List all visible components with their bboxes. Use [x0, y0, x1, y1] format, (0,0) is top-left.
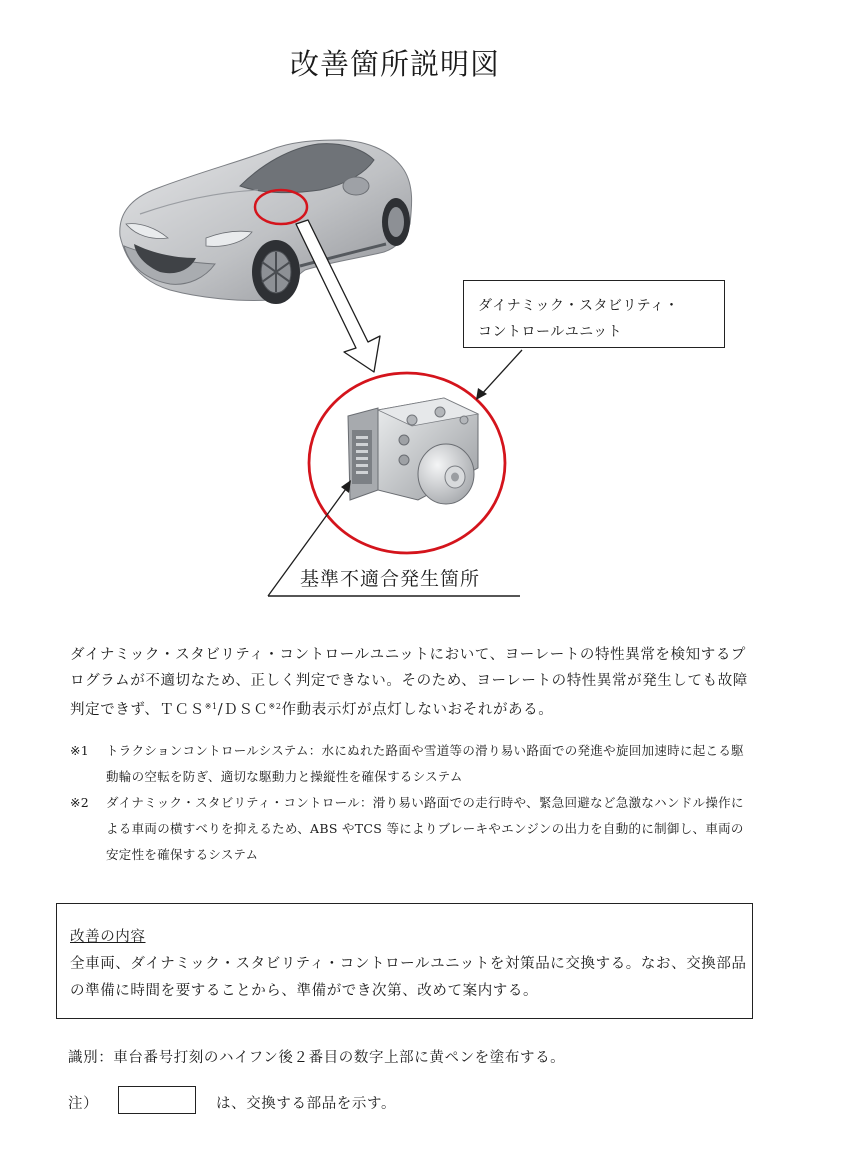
description-tail: 作動表示灯が点灯しないおそれがある。: [281, 702, 554, 718]
description-text: [70, 642, 750, 723]
legend-text: は、交換する部品を示す。: [216, 1096, 397, 1112]
legend-label: 注）: [68, 1096, 99, 1112]
callout-box-unit-name: [463, 280, 725, 348]
page-title: 改善箇所説明図: [289, 47, 500, 81]
legend-swatch-box: [118, 1086, 196, 1114]
improvement-body: 全車両、ダイナミック・スタビリティ・コントロールユニットを対策品に交換する。なお、交換部品の準備に時間を要することから、準備ができ次第、改めて案内する。: [70, 956, 747, 999]
description-mid: /ＤＳＣ: [217, 702, 269, 718]
improvement-heading: 改善の内容: [70, 929, 146, 945]
control-unit-illustration: [348, 398, 478, 504]
footnote-2-text: ダイナミック・スタビリティ・コントロール：滑り易い路面での走行時や、緊急回避など急激なハンドル操作による車両の横すべりを抑えるため、ABS やTCS 等によりブレーキやエンジンの出力を自動的に制御し、車両の安定性を確保するシステム: [106, 795, 744, 862]
description-main: ダイナミック・スタビリティ・コントロールユニットにおいて、ヨーレートの特性異常を検知するプログラムが不適切なため、正しく判定できない。そのため、ヨーレートの特性異常が発生しても故障判定できず、ＴＣＳ: [70, 647, 748, 718]
footnote-1-mark: ※1: [70, 743, 90, 758]
footnote-ref-2: ※2: [268, 702, 282, 711]
improvement-box: [56, 903, 753, 1019]
callout-line-2: コントロールユニット: [478, 324, 623, 340]
description-paragraph: [70, 642, 750, 723]
callout-pointer-line: [480, 350, 522, 396]
footnote-1-text: トラクションコントロールシステム：水にぬれた路面や雪道等の滑り易い路面での発進や旋回加速時に起こる駆動輪の空転を防ぎ、適切な駆動力と操縦性を確保するシステム: [106, 743, 744, 784]
legend-note: [68, 1085, 568, 1117]
fault-location-label: 基準不適合発生箇所: [300, 568, 481, 590]
footnote-2-mark: ※2: [70, 795, 90, 810]
callout-line-1: ダイナミック・スタビリティ・: [478, 298, 680, 314]
identification-note: 識別：車台番号打刻のハイフン後２番目の数字上部に黄ペンを塗布する。: [68, 1050, 566, 1066]
footnote-ref-1: ※1: [204, 702, 218, 711]
